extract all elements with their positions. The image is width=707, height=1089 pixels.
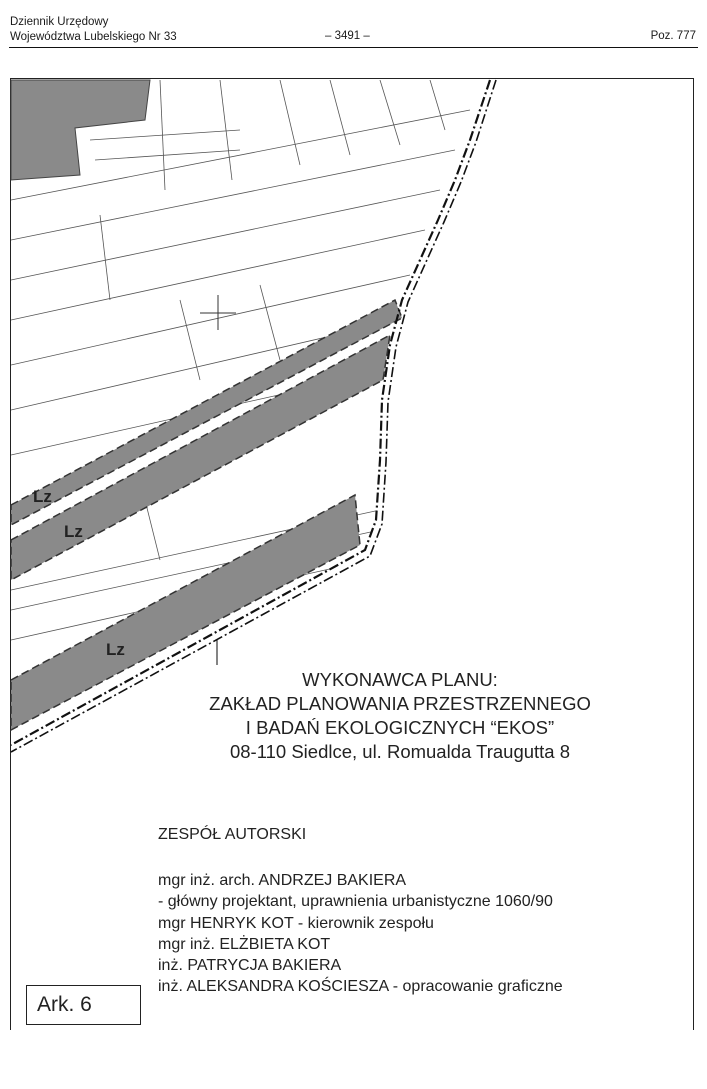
team-title: ZESPÓŁ AUTORSKI xyxy=(158,826,307,843)
zone-label-lz-3: Lz xyxy=(106,640,125,659)
contractor-heading: WYKONAWCA PLANU: xyxy=(302,669,498,690)
contractor-address: 08-110 Siedlce, ul. Romualda Traugutta 8 xyxy=(229,741,571,762)
team-member: inż. ALEKSANDRA KOŚCIESZA - opracowanie graficzne xyxy=(158,978,563,996)
zone-label-lz-1: Lz xyxy=(33,487,52,506)
forest-zone-1 xyxy=(11,300,402,525)
contractor-block xyxy=(150,668,650,764)
team-member: mgr inż. ELŻBIETA KOT xyxy=(158,935,331,953)
team-member: mgr HENRYK KOT - kierownik zespołu xyxy=(158,914,434,932)
team-member: - główny projektant, uprawnienia urbanistyczne 1060/90 xyxy=(158,893,553,911)
grey-parcel-top xyxy=(11,80,150,180)
cross-marker xyxy=(200,295,236,330)
team-member: mgr inż. arch. ANDRZEJ BAKIERA xyxy=(158,872,407,889)
position-number: Poz. 777 xyxy=(650,30,696,42)
page-number: – 3491 – xyxy=(325,30,370,42)
publication-line-2: Województwa Lubelskiego Nr 33 xyxy=(10,31,177,43)
zone-label-lz-2: Lz xyxy=(64,522,83,541)
contractor-name-line-2: I BADAŃ EKOLOGICZNYCH “EKOS” xyxy=(245,717,555,738)
sheet-label: Ark. 6 xyxy=(26,985,141,1025)
team-member: inż. PATRYCJA BAKIERA xyxy=(158,957,342,975)
team-list xyxy=(158,870,563,998)
parcel-lines xyxy=(11,80,470,640)
publication-line-1: Dziennik Urzędowy xyxy=(10,16,109,28)
contractor-name-line-1: ZAKŁAD PLANOWANIA PRZESTRZENNEGO xyxy=(209,693,591,714)
